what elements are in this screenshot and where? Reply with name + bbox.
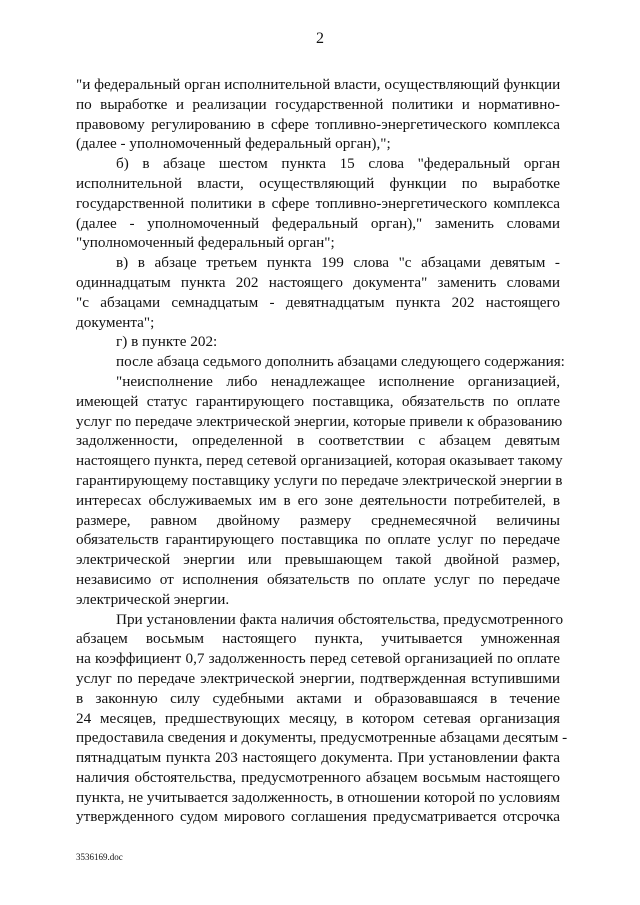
text-line: наличия обстоятельства, предусмотренного абзацем восьмым настоящего [76, 768, 560, 786]
text-line: б) в абзаце шестом пункта 15 слова "федеральный орган [116, 155, 560, 173]
text-line: после абзаца седьмого дополнить абзацами следующего содержания: [116, 353, 565, 371]
text-line: задолженности, определенной в соответствии с абзацем девятым [76, 432, 560, 450]
text-line: электрической энергии или превышающем такой двойной размер, [76, 551, 560, 569]
text-line: услуг по передаче электрической энергии, подтвержденная вступившими [76, 669, 560, 687]
text-line: исполнительной власти, осуществляющий функции по выработке [76, 174, 560, 192]
text-line: документа"; [76, 313, 155, 331]
paragraph-v [76, 253, 560, 332]
paragraph-after-seventh [76, 352, 565, 372]
text-line: пункта, не учитывается задолженность, в отношении которой по условиям [76, 788, 560, 806]
text-line: на коэффициент 0,7 задолженность перед сетевой организацией по оплате [76, 650, 560, 668]
text-line: в законную силу судебными актами и образовавшаяся в течение [76, 689, 560, 707]
text-line: государственной политики в сфере топливно-энергетического комплекса [76, 194, 560, 212]
paragraph-continuation [76, 75, 560, 154]
text-line: гарантирующему поставщику услуги по передаче электрической энергии в [76, 471, 563, 489]
text-line: (далее - уполномоченный федеральный орган),"; [76, 135, 391, 153]
paragraph-quoted-addition [76, 372, 563, 610]
page-number: 2 [316, 30, 324, 47]
text-line: в) в абзаце третьем пункта 199 слова "с абзацами девятым - [116, 254, 560, 272]
text-line: "неисполнение либо ненадлежащее исполнение организацией, [116, 372, 560, 390]
paragraph-establishment [76, 610, 568, 828]
text-line: одиннадцатым пункта 202 настоящего документа" заменить словами [76, 273, 560, 291]
text-line: настоящего пункта, перед сетевой организацией, которая оказывает такому [76, 452, 563, 470]
paragraph-b [76, 154, 560, 253]
text-line: правовому регулированию в сфере топливно-энергетического комплекса [76, 115, 560, 133]
text-line: обязательств гарантирующего поставщика по оплате услуг по передаче [76, 531, 560, 549]
text-line: независимо от исполнения обязательств по оплате услуг по передаче [76, 570, 560, 588]
text-line: г) в пункте 202: [116, 333, 218, 351]
text-line: предоставила сведения и документы, предусмотренные абзацами десятым - [76, 729, 568, 747]
text-line: по выработке и реализации государственной политики и нормативно- [76, 95, 560, 113]
document-body [76, 75, 568, 827]
paragraph-g [76, 332, 560, 352]
text-line: утвержденного судом мирового соглашения предусматривается отсрочка [76, 808, 560, 826]
text-line: абзацем восьмым настоящего пункта, учитывается умноженная [76, 630, 560, 648]
text-line: электрической энергии. [76, 590, 230, 608]
text-line: размере, равном двойному размеру среднемесячной величины [76, 511, 560, 529]
text-line: "уполномоченный федеральный орган"; [76, 234, 335, 252]
text-line: 24 месяцев, предшествующих месяцу, в котором сетевая организация [76, 709, 560, 727]
text-line: услуг по передаче электрической энергии, которые привели к образованию [76, 412, 563, 430]
document-footer-filename: 3536169.doc [76, 852, 123, 862]
text-line: "и федеральный орган исполнительной власти, осуществляющий функции [76, 76, 561, 93]
text-line: имеющей статус гарантирующего поставщика, обязательств по оплате [76, 392, 560, 410]
text-line: интересах обслуживаемых им в его зоне деятельности потребителей, в [76, 491, 560, 509]
text-line: "с абзацами семнадцатым - девятнадцатым пункта 202 настоящего [76, 293, 560, 311]
text-line: (далее - уполномоченный федеральный орган)," заменить словами [76, 214, 560, 232]
text-line: При установлении факта наличия обстоятельства, предусмотренного [116, 610, 564, 628]
text-line: пятнадцатым пункта 203 настоящего документа. При установлении факта [76, 749, 560, 767]
